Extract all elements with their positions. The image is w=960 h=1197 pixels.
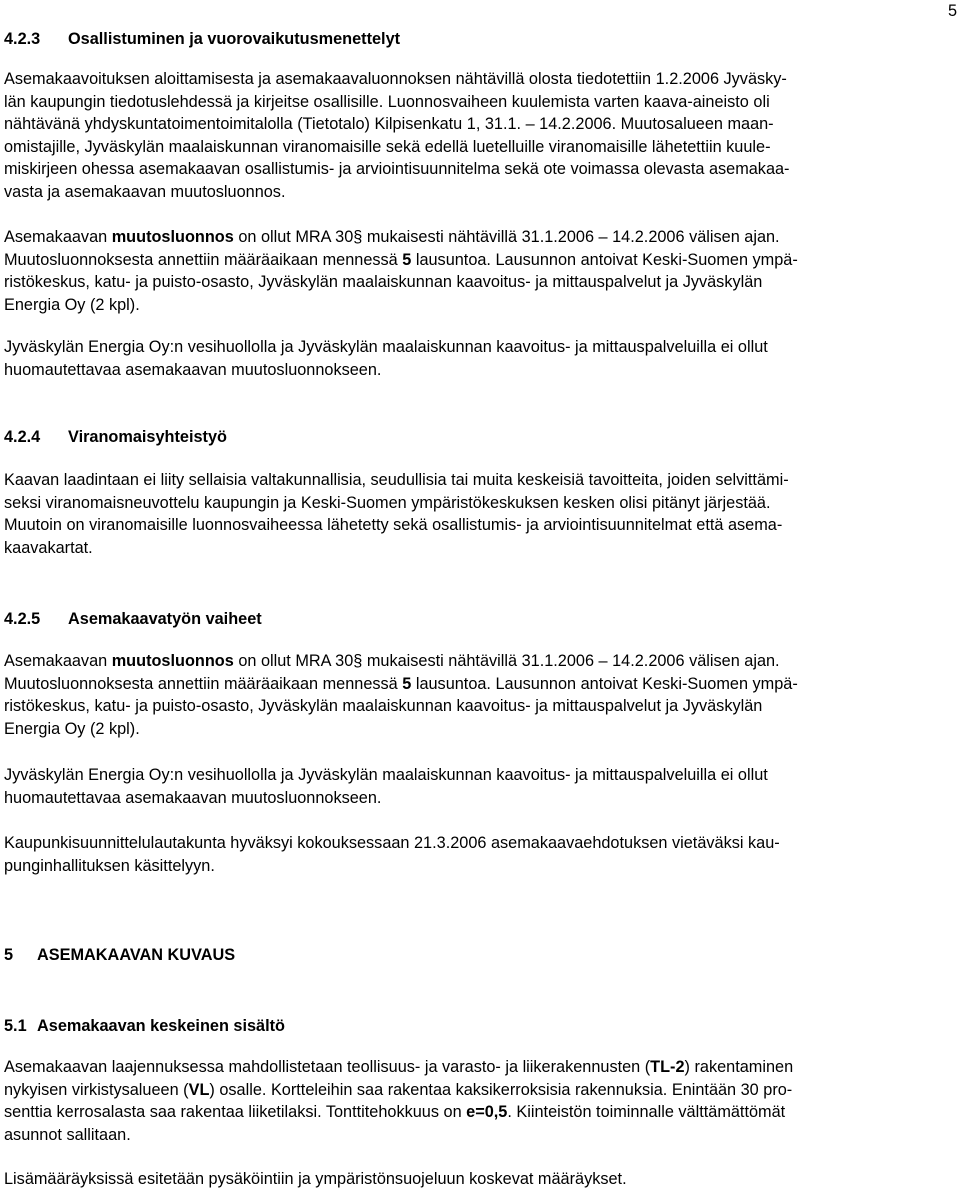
text-line: Muutoin on viranomaisille luonnosvaiheessa lähetetty sekä osallistumis- ja arviointisuunnitelmat että asema- (4, 516, 783, 535)
text-line: Muutosluonnoksesta annettiin määräaikaan mennessä 5 lausuntoa. Lausunnon antoivat Keski-Suomen ympä- (4, 674, 798, 693)
paragraph-4-2-4 (4, 469, 948, 559)
text-line: Energia Oy (2 kpl). (4, 719, 140, 738)
paragraph-4-2-5-draft (4, 650, 948, 740)
text-line: Jyväskylän Energia Oy:n vesihuollolla ja Jyväskylän maalaiskunnan kaavoitus- ja mittauspalveluilla ei ollut (4, 766, 768, 784)
heading-title: ASEMAKAAVAN KUVAUS (37, 946, 236, 964)
paragraph-4-2-5-approval (4, 832, 948, 877)
text-line: Lisämääräyksissä esitetään pysäköintiin ja ympäristönsuojeluun koskevat määräykset. (4, 1170, 627, 1188)
heading-title: Viranomaisyhteistyö (68, 428, 227, 446)
text-line: Asemakaavoituksen aloittamisesta ja asemakaavaluonnoksen nähtävillä olosta tiedotettiin 1.2.2006 Jyväsky- (4, 70, 787, 88)
text-line: län kaupungin tiedotuslehdessä ja kirjeitse osallisille. Luonnosvaiheen kuulemista varten kaava-aineisto oli (4, 92, 770, 111)
text-line: omistajille, Jyväskylän maalaiskunnan viranomaisille sekä edellä luetelluille viranomaisille lähetettiin kuule- (4, 137, 771, 156)
text-line: ristökeskus, katu- ja puisto-osasto, Jyväskylän maalaiskunnan kaavoitus- ja mittauspalvelut ja Jyväskylän (4, 697, 763, 716)
heading-4-2-4 (4, 426, 948, 449)
paragraph-5-1-content (4, 1056, 948, 1146)
paragraph-4-2-3-no-remarks (4, 336, 948, 381)
heading-number: 5 (4, 946, 14, 964)
text-line: asunnot sallitaan. (4, 1125, 131, 1144)
text-line: Kaupunkisuunnittelulautakunta hyväksyi kokouksessaan 21.3.2006 asemakaavaehdotuksen vietäväksi kau- (4, 834, 780, 852)
heading-number: 5.1 (4, 1017, 27, 1035)
text-line: seksi viranomaisneuvottelu kaupungin ja Keski-Suomen ympäristökeskuksen kesken olisi pitänyt järjestää. (4, 493, 771, 512)
page-number: 5 (947, 2, 957, 20)
text-line: Asemakaavan muutosluonnos on ollut MRA 30§ mukaisesti nähtävillä 31.1.2006 – 14.2.2006 välisen ajan. (4, 652, 780, 670)
paragraph-4-2-3-draft (4, 226, 948, 316)
heading-title: Osallistuminen ja vuorovaikutusmenettelyt (68, 30, 401, 48)
text-line: punginhallituksen käsittelyyn. (4, 856, 215, 875)
paragraph-4-2-3-intro (4, 68, 948, 204)
text-line: vasta ja asemakaavan muutosluonnos. (4, 182, 286, 201)
paragraph-5-1-additional (4, 1168, 948, 1191)
heading-4-2-5 (4, 608, 948, 631)
paragraph-4-2-5-no-remarks (4, 764, 948, 809)
text-line: Muutosluonnoksesta annettiin määräaikaan mennessä 5 lausuntoa. Lausunnon antoivat Keski-Suomen ympä- (4, 250, 798, 269)
heading-number: 4.2.4 (4, 428, 41, 446)
heading-title: Asemakaavan keskeinen sisältö (37, 1017, 285, 1035)
heading-title: Asemakaavatyön vaiheet (68, 610, 262, 628)
text-line: senttia kerrosalasta saa rakentaa liiketilaksi. Tonttitehokkuus on e=0,5. Kiinteistön toiminnalle välttämättömät (4, 1103, 786, 1122)
text-line: nähtävänä yhdyskuntatoimentoimitalolla (Tietotalo) Kilpisenkatu 1, 31.1. – 14.2.2006. Muutosalueen maan- (4, 115, 774, 134)
text-line: Jyväskylän Energia Oy:n vesihuollolla ja Jyväskylän maalaiskunnan kaavoitus- ja mittauspalveluilla ei ollut (4, 338, 768, 356)
text-line: Energia Oy (2 kpl). (4, 295, 140, 314)
heading-number: 4.2.5 (4, 610, 41, 628)
text-line: ristökeskus, katu- ja puisto-osasto, Jyväskylän maalaiskunnan kaavoitus- ja mittauspalvelut ja Jyväskylän (4, 273, 763, 292)
heading-5 (4, 944, 948, 967)
text-line: Asemakaavan laajennuksessa mahdollistetaan teollisuus- ja varasto- ja liikerakennusten (TL-2) rakentaminen (4, 1058, 794, 1076)
text-line: kaavakartat. (4, 538, 93, 557)
heading-5-1 (4, 1015, 948, 1038)
text-line: Asemakaavan muutosluonnos on ollut MRA 30§ mukaisesti nähtävillä 31.1.2006 – 14.2.2006 välisen ajan. (4, 228, 780, 246)
text-line: miskirjeen ohessa asemakaavan osallistumis- ja arviointisuunnitelma sekä ote voimassa olevasta asemakaa- (4, 160, 790, 179)
text-line: nykyisen virkistysalueen (VL) osalle. Kortteleihin saa rakentaa kaksikerroksisia rakennuksia. Enintään 30 pro- (4, 1080, 793, 1099)
text-line: huomautettavaa asemakaavan muutosluonnokseen. (4, 360, 382, 379)
text-line: Kaavan laadintaan ei liity sellaisia valtakunnallisia, seudullisia tai muita keskeisiä tavoitteita, joiden selvittämi- (4, 471, 789, 489)
heading-4-2-3 (4, 28, 948, 51)
text-line: huomautettavaa asemakaavan muutosluonnokseen. (4, 788, 382, 807)
heading-number: 4.2.3 (4, 30, 41, 48)
